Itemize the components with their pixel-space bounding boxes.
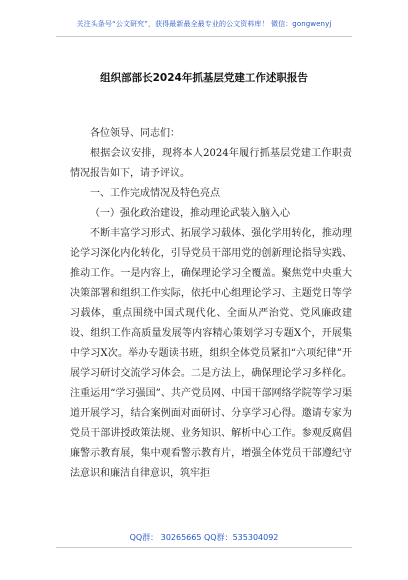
greeting: 各位领导、同志们： (90, 128, 180, 139)
footer-banner: QQ群： 30265665 QQ群：535304092 (129, 533, 279, 542)
body-paragraph: 不断丰富学习形式、拓展学习载体、强化学用转化，推动理论学习深化内化转化，引导党员干部用党的创新理论指导实践、推动工作。一是内容上，确保理论学习全覆盖。聚焦党中央重大决策部署和组织工作实际，依托中心组理论学习、主题党日等学习载体，重点围绕中国式现代化、全面从严治党、党风廉政建设、组织工作高质量发展等内容精心策划学习专题X个，开展集中学习X次。举办专题读书班，组织全体党员紧扣“六项纪律”开展学习研讨交流学习体会。二是方法上，确保理论学习多样化。注重运用“学习强国”、共产党员网、中国干部网络学院等学习渠道开展学习，结合案例面对面研讨、分享学习心得。邀请专家为党员干部讲授政策法规、业务知识、解析中心工作。参观反腐倡廉警示教育展，集中观看警示教育片，增强全体党员干部遵纪守法意识和廉洁自律意识，筑牢拒 (70, 228, 352, 479)
header-banner: 关注头条号“公文研究”，获得最新最全最专业的公文资料库！ 微信：gongwenyj (76, 20, 332, 28)
document-body (70, 124, 352, 484)
footer-divider (56, 547, 352, 548)
document-title: 组织部部长2024年抓基层党建工作述职报告 (100, 72, 308, 84)
subsection-heading: （一）强化政治建设，推动理论武装入脑入心 (90, 208, 290, 219)
section-heading: 一、工作完成情况及特色亮点 (90, 188, 220, 199)
intro-paragraph: 根据会议安排，现将本人2024年履行抓基层党建工作职责情况报告如下，请予评议。 (70, 148, 352, 179)
header-divider (56, 36, 352, 37)
